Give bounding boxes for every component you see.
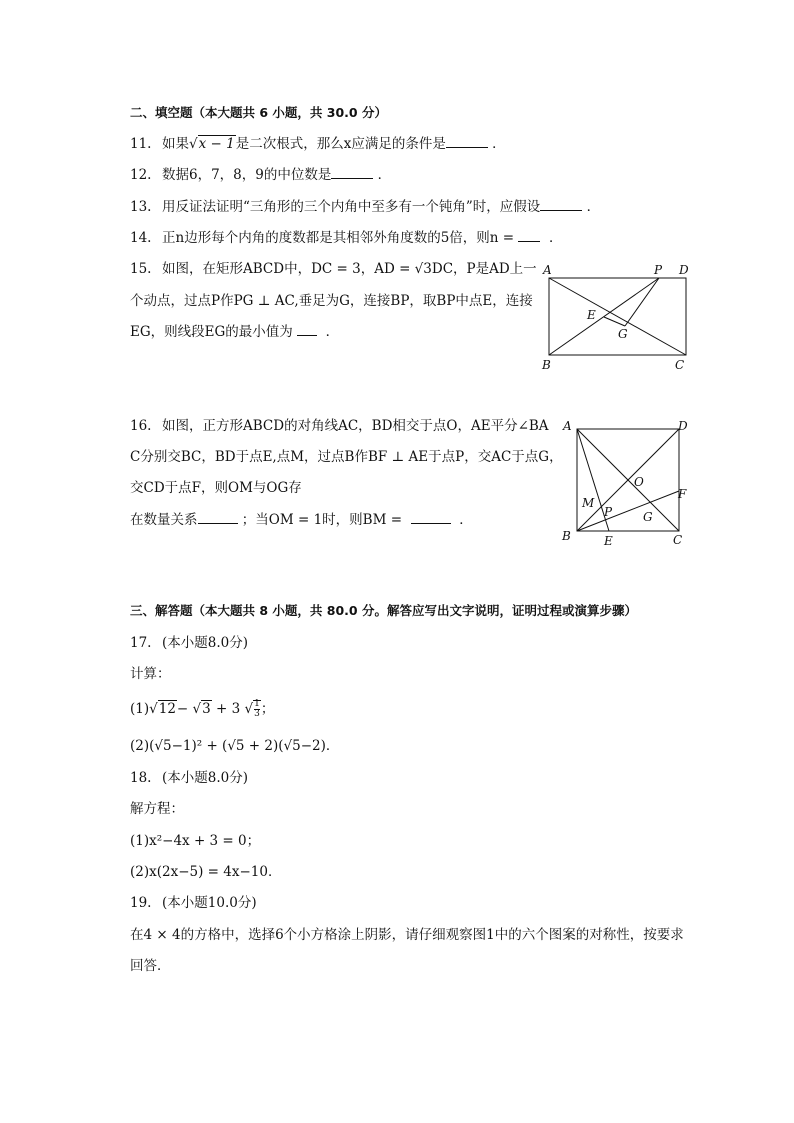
label-e: E xyxy=(587,308,596,322)
section2-heading: 二、填空题（本大题共 6 小题，共 30.0 分） xyxy=(130,105,387,120)
question-19-line1: 在4 × 4的方格中，选择6个小方格涂上阴影，请仔细观察图1中的六个图案的对称性，按要求 xyxy=(130,927,684,943)
question-17-part1: (1)√12− √3 + 3 √ $\frac{1}{3}$ ； xyxy=(130,699,275,719)
score: (本小题8.0分) xyxy=(162,770,249,786)
label-c: C xyxy=(675,358,685,372)
label-a: A xyxy=(543,263,552,277)
q15-rectangle-figure xyxy=(540,262,700,374)
question-number: 16. xyxy=(130,418,152,434)
label-d: D xyxy=(678,419,688,433)
question-16-line2: C分别交BC，BD于点E,点M，过点B作BF ⊥ AE于点P，交AC于点G， xyxy=(130,449,563,465)
answer-blank[interactable] xyxy=(540,198,582,211)
question-19-header xyxy=(130,894,257,912)
question-13: 13. 用反证法证明“三角形的三个内角中至多有一个钝角”时，应假设 ． xyxy=(130,199,601,215)
segment-bp xyxy=(549,278,659,355)
question-16-line4: 在数量关系 ；当OM = 1时，则BM = ． xyxy=(130,512,473,528)
question-19-line2: 回答． xyxy=(130,958,171,974)
q16-square-figure xyxy=(560,418,700,550)
diagonal-ac xyxy=(549,278,686,355)
question-number: 12. xyxy=(130,167,152,183)
question-15-line3: EG，则线段EG的最小值为 ． xyxy=(130,324,340,340)
label-e: E xyxy=(604,534,613,548)
question-18-header xyxy=(130,769,248,787)
fraction-one-third: $\frac{1}{3}$ xyxy=(254,699,260,719)
label-g: G xyxy=(643,510,653,524)
question-15-line2: 个动点，过点P作PG ⊥ AC,垂足为G，连接BP，取BP中点E，连接 xyxy=(130,293,533,309)
question-17-part2: (2)(√5−1)² + (√5 + 2)(√5−2)． xyxy=(130,738,340,754)
question-18-part1: (1)x²−4x + 3 = 0； xyxy=(130,833,261,849)
question-11: 11. 如果√x − 1是二次根式，那么x应满足的条件是 ． xyxy=(130,136,506,152)
question-18-part2: (2)x(2x−5) = 4x−10． xyxy=(130,864,282,880)
section3-heading: 三、解答题（本大题共 8 小题，共 80.0 分。解答应写出文字说明，证明过程或演算步骤） xyxy=(130,603,637,618)
answer-blank-bm[interactable] xyxy=(411,511,451,524)
label-m: M xyxy=(582,496,595,510)
segment-pg xyxy=(625,278,659,326)
answer-blank[interactable] xyxy=(518,229,540,242)
answer-blank[interactable] xyxy=(446,135,488,148)
answer-blank[interactable] xyxy=(331,166,373,179)
segment-eg xyxy=(604,317,625,326)
label-b: B xyxy=(562,529,571,543)
answer-blank-relation[interactable] xyxy=(198,511,238,524)
answer-blank[interactable] xyxy=(297,323,317,336)
question-16-line3: 交CD于点F，则OM与OG存 xyxy=(130,480,302,496)
question-12: 12. 数据6，7，8，9的中位数是 ． xyxy=(130,167,392,183)
score: (本小题10.0分) xyxy=(162,895,257,911)
question-17-instruction: 计算： xyxy=(130,666,171,682)
label-d: D xyxy=(679,263,689,277)
label-g: G xyxy=(618,327,628,341)
label-p: P xyxy=(654,263,663,277)
label-a: A xyxy=(563,419,572,433)
question-17-header xyxy=(130,634,248,652)
question-15-line1: 15. 如图，在矩形ABCD中，DC = 3，AD = √3DC，P是AD上一 xyxy=(130,261,537,277)
label-f: F xyxy=(678,487,687,501)
radicand: x − 1 xyxy=(198,136,235,152)
question-number: 19. xyxy=(130,895,152,911)
question-number: 15. xyxy=(130,261,152,277)
question-14: 14. 正n边形每个内角的度数都是其相邻外角度数的5倍，则n = ． xyxy=(130,230,563,246)
question-18-instruction: 解方程： xyxy=(130,801,184,817)
question-number: 17. xyxy=(130,635,152,651)
question-number: 11. xyxy=(130,136,152,152)
question-number: 13. xyxy=(130,199,152,215)
label-p: P xyxy=(604,505,613,519)
question-16-line1: 16. 如图，正方形ABCD的对角线AC，BD相交于点O，AE平分∠BA xyxy=(130,418,549,434)
question-number: 18. xyxy=(130,770,152,786)
label-c: C xyxy=(673,533,683,547)
label-b: B xyxy=(542,358,551,372)
label-o: O xyxy=(634,475,644,489)
score: (本小题8.0分) xyxy=(162,635,249,651)
question-number: 14. xyxy=(130,230,152,246)
